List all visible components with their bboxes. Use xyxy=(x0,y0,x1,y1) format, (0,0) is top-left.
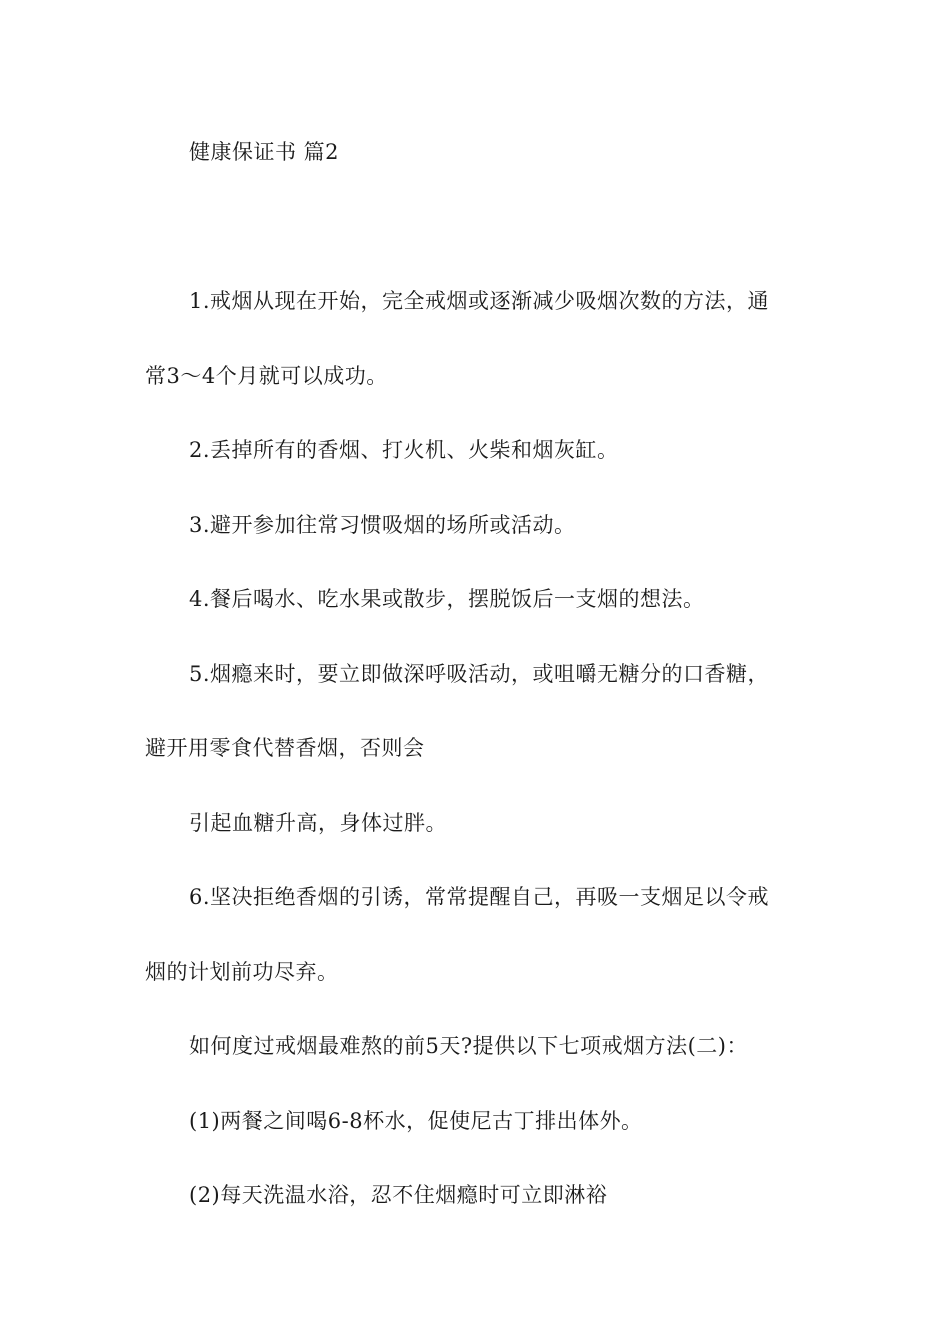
paragraph-line: 2.丢掉所有的香烟、打火机、火柴和烟灰缸。 xyxy=(189,438,619,462)
paragraph-line: 3.避开参加往常习惯吸烟的场所或活动。 xyxy=(189,513,576,537)
paragraph-line: 6.坚决拒绝香烟的引诱，常常提醒自己，再吸一支烟足以令戒 xyxy=(189,885,770,909)
paragraph-line: 避开用零食代替香烟，否则会 xyxy=(145,736,425,760)
paragraph-line: 如何度过戒烟最难熬的前5天?提供以下七项戒烟方法(二)： xyxy=(189,1034,749,1058)
paragraph-line: 常3～4个月就可以成功。 xyxy=(145,364,388,388)
document-title: 健康保证书 篇2 xyxy=(189,140,340,164)
paragraph-line: (1)两餐之间喝6-8杯水，促使尼古丁排出体外。 xyxy=(189,1109,643,1133)
paragraph-line: 5.烟瘾来时，要立即做深呼吸活动，或咀嚼无糖分的口香糖， xyxy=(189,662,770,686)
paragraph-line: 引起血糖升高，身体过胖。 xyxy=(189,811,447,835)
paragraph-line: (2)每天洗温水浴，忍不住烟瘾时可立即淋裕 xyxy=(189,1183,608,1207)
paragraph-line: 烟的计划前功尽弃。 xyxy=(145,960,339,984)
paragraph-line: 4.餐后喝水、吃水果或散步，摆脱饭后一支烟的想法。 xyxy=(189,587,705,611)
paragraph-line: 1.戒烟从现在开始，完全戒烟或逐渐减少吸烟次数的方法，通 xyxy=(189,289,770,313)
